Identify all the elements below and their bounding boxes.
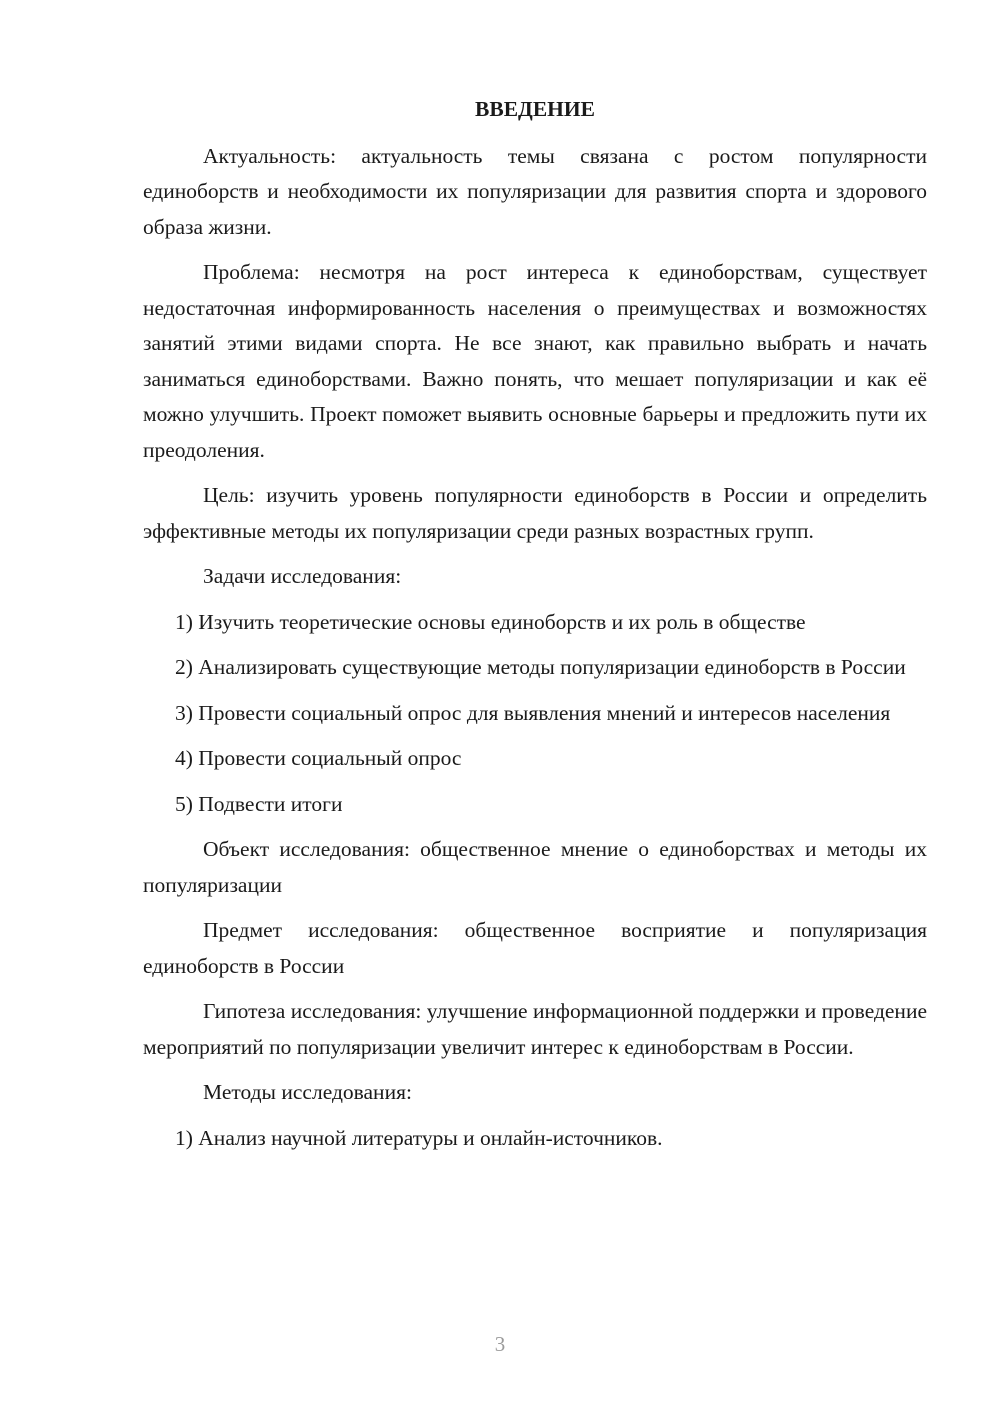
tasks-title: Задачи исследования: — [203, 564, 402, 588]
task-item: 2) Анализировать существующие методы популяризации единоборств в России — [175, 655, 906, 679]
hypothesis-paragraph: Гипотеза исследования: улучшение информационной поддержки и проведение мероприятий по популяризации увеличит интерес к единоборствам в России. — [143, 999, 927, 1059]
methods-title: Методы исследования: — [203, 1080, 412, 1104]
relevance-paragraph: Актуальность: актуальность темы связана с ростом популярности единоборств и необходимости их популяризации для развития спорта и здорового образа жизни. — [143, 143, 927, 239]
document-page — [143, 92, 927, 1166]
task-item: 3) Провести социальный опрос для выявления мнений и интересов населения — [175, 700, 891, 725]
goal-paragraph: Цель: изучить уровень популярности единоборств в России и определить эффективные методы их популяризации среди разных возрастных групп. — [143, 483, 927, 543]
task-item: 1) Изучить теоретические основы единоборств и их роль в обществе — [175, 609, 806, 634]
task-item: 4) Провести социальный опрос — [175, 746, 462, 770]
subject-paragraph: Предмет исследования: общественное восприятие и популяризация единоборств в России — [143, 918, 927, 978]
object-paragraph: Объект исследования: общественное мнение о единоборствах и методы их популяризации — [143, 837, 927, 897]
problem-paragraph: Проблема: несмотря на рост интереса к единоборствам, существует недостаточная информированность населения о преимуществах и возможностях занятий этими видами спорта. Не все знают, как правильно выбрать и начать заниматься единоборствами. Важно понять, что мешает популяризации и как её можно улучшить. Проект поможет выявить основные барьеры и предложить пути их преодоления. — [143, 260, 927, 462]
task-item: 5) Подвести итоги — [175, 791, 343, 816]
method-item: 1) Анализ научной литературы и онлайн-источников. — [175, 1125, 663, 1150]
page-number: 3 — [494, 1332, 506, 1356]
section-heading: ВВЕДЕНИЕ — [475, 97, 595, 121]
